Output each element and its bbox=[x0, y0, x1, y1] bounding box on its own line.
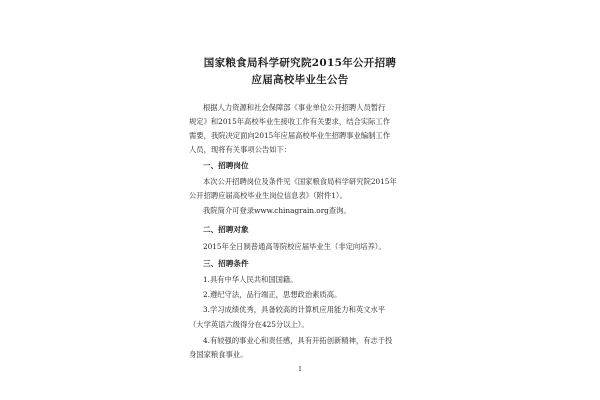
condition-item-continued: 身国家粮食事业。 bbox=[189, 350, 248, 359]
intro-line: 需要，我院决定面向2015年应届高校毕业生招聘事业编制工作 bbox=[189, 131, 390, 140]
section1-line-website: 我院简介可登录www.chinagrain.org查询。 bbox=[203, 206, 351, 215]
condition-item: 1.具有中华人民共和国国籍。 bbox=[203, 275, 298, 284]
section-heading-conditions: 三、招聘条件 bbox=[203, 259, 249, 268]
section-heading-targets: 二、招聘对象 bbox=[203, 225, 249, 234]
condition-item: 2.遵纪守法，品行端正，思想政治素质高。 bbox=[203, 290, 342, 299]
section1-line: 本次公开招聘岗位及条件见《国家粮食局科学研究院2015年 bbox=[203, 177, 397, 186]
intro-line: 人员，现将有关事项公告如下： bbox=[189, 145, 292, 154]
document-title-line-2: 应届高校毕业生公告 bbox=[251, 74, 349, 86]
condition-item: 4.有较强的事业心和责任感，具有开拓创新精神，有志于投 bbox=[203, 336, 393, 345]
page-number: 1 bbox=[298, 366, 302, 373]
condition-item: 3.学习成绩优秀，具备较高的计算机应用能力和英文水平 bbox=[203, 305, 386, 314]
intro-line: 根据人力资源和社会保障部《事业单位公开招聘人员暂行 bbox=[203, 103, 386, 112]
document-title-line-1: 国家粮食局科学研究院2015年公开招聘 bbox=[203, 57, 397, 69]
section-heading-positions: 一、招聘岗位 bbox=[203, 161, 249, 170]
section2-line: 2015年全日制普通高等院校应届毕业生（非定向培养）。 bbox=[203, 242, 386, 251]
section1-line: 公开招聘应届高校毕业生岗位信息表》（附件1）。 bbox=[189, 191, 347, 200]
intro-line: 规定》和2015年高校毕业生接收工作有关要求，结合实际工作 bbox=[189, 117, 390, 126]
condition-item-continued: （大学英语六级得分在425分以上）。 bbox=[189, 320, 309, 329]
